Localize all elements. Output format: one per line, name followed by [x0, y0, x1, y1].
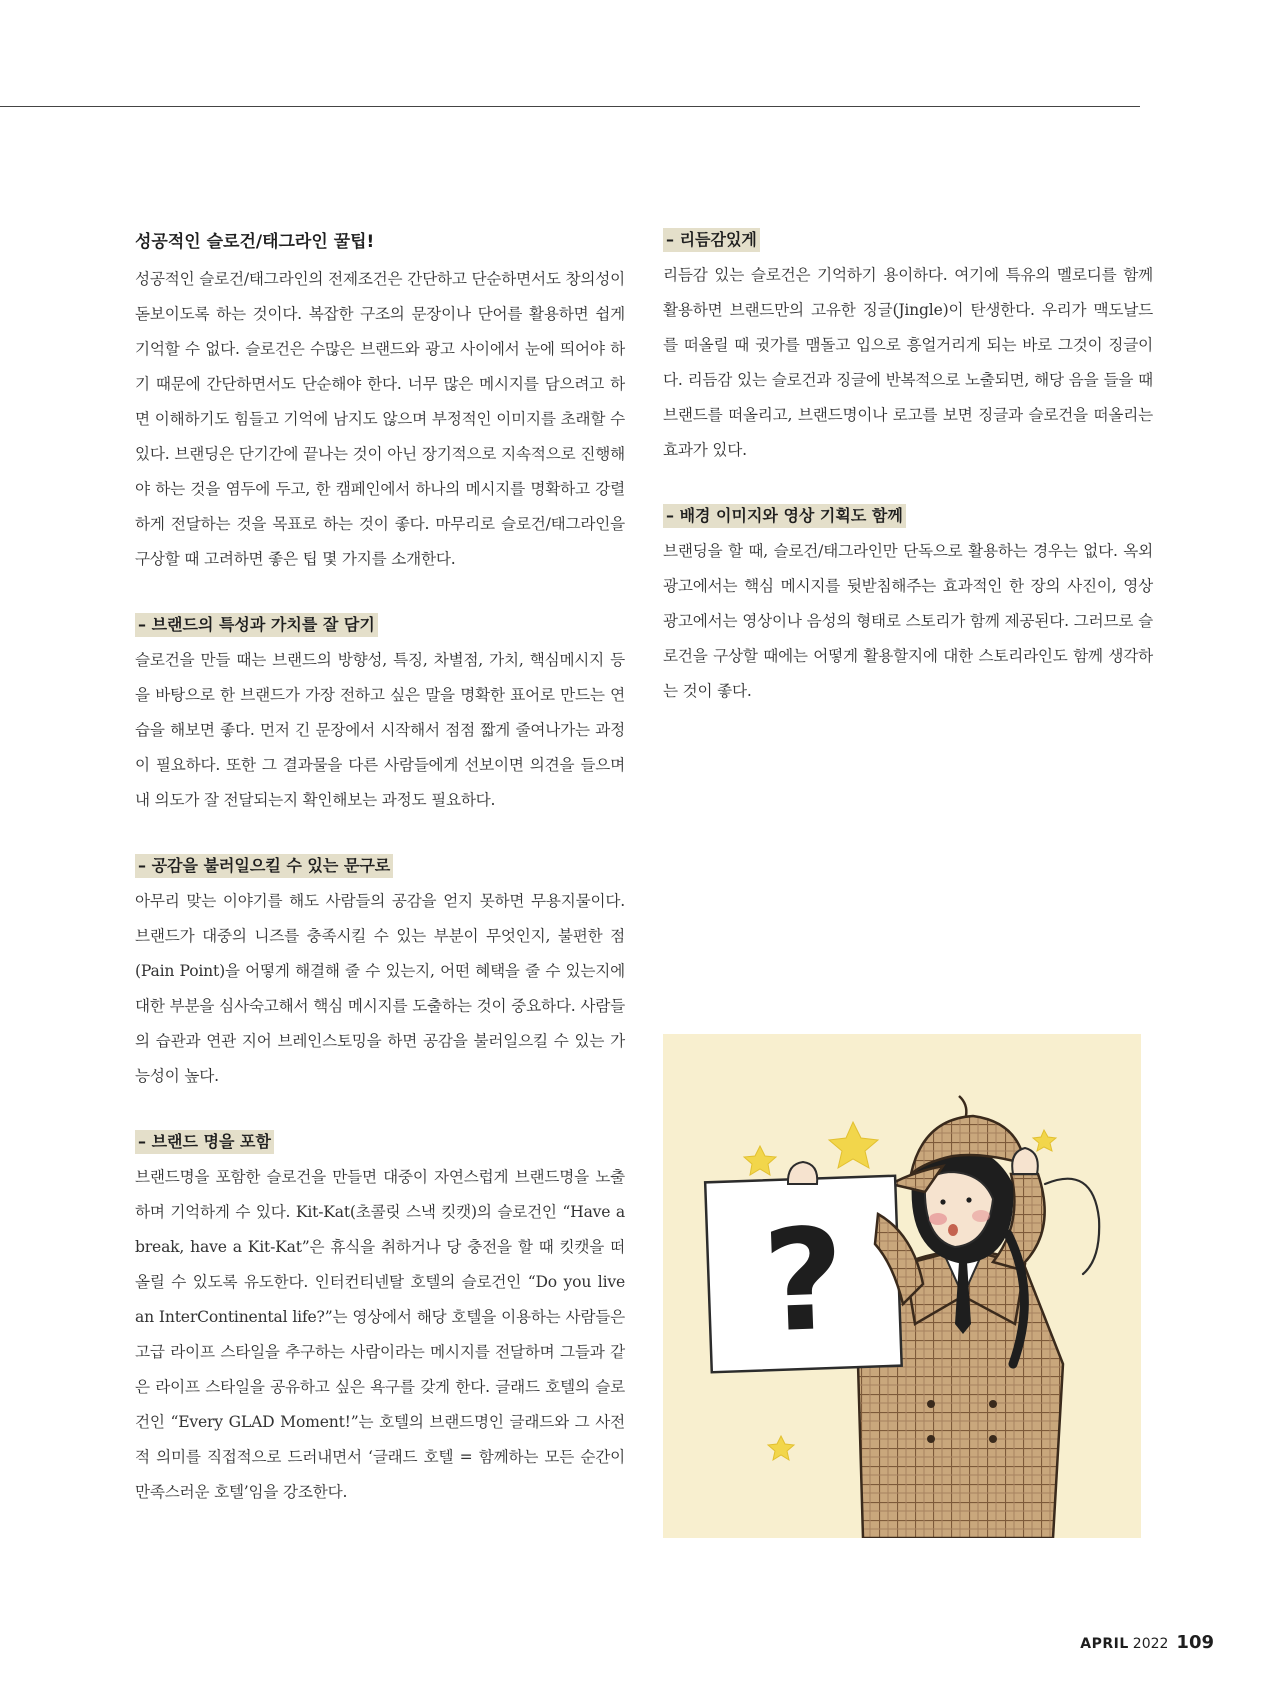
svg-text:?: ? — [760, 1198, 848, 1365]
issue-month: APRIL — [1080, 1636, 1129, 1652]
tip-section-visuals — [663, 504, 1153, 709]
left-column — [135, 228, 625, 1546]
tip-heading: – 브랜드 명을 포함 — [135, 1130, 274, 1154]
motion-line — [1045, 1179, 1099, 1274]
tip-paragraph: 리듬감 있는 슬로건은 기억하기 용이하다. 여기에 특유의 멜로디를 함께 활용하면 브랜드만의 고유한 징글(Jingle)이 탄생한다. 우리가 맥도날드를 떠올릴 때 귓가를 맴돌고 입으로 흥얼거리게 되는 바로 그것이 징글이다. 리듬감 있는 슬로건과 징글에 반복적으로 노출되면, 해당 음을 들을 때 브랜드를 떠올리고, 브랜드명이나 로고를 보면 징글과 슬로건을 떠올리는 효과가 있다. — [663, 266, 1153, 459]
tip-section-brand-name — [135, 1130, 625, 1510]
tip-heading: – 공감을 불러일으킬 수 있는 문구로 — [135, 854, 393, 878]
question-sign — [705, 1176, 902, 1373]
issue-year: 2022 — [1132, 1636, 1169, 1652]
tip-section-brand-value — [135, 613, 625, 818]
tip-paragraph: 브랜딩을 할 때, 슬로건/태그라인만 단독으로 활용하는 경우는 없다. 옥외 광고에서는 핵심 메시지를 뒷받침해주는 효과적인 한 장의 사진이, 영상 광고에서는 영상이나 음성의 형태로 스토리가 함께 제공된다. 그러므로 슬로건을 구상할 때에는 어떻게 활용할지에 대한 스토리라인도 함께 생각하는 것이 좋다. — [663, 542, 1153, 700]
right-column — [663, 228, 1153, 745]
tip-section-rhythm — [663, 228, 1153, 468]
tip-paragraph: 슬로건을 만들 때는 브랜드의 방향성, 특징, 차별점, 가치, 핵심메시지 등을 바탕으로 한 브랜드가 가장 전하고 싶은 말을 명확한 표어로 만드는 연습을 해보면 좋다. 먼저 긴 문장에서 시작해서 점점 짧게 줄여나가는 과정이 필요하다. 또한 그 결과물을 다른 사람들에게 선보이면 의견을 들으며 내 의도가 잘 전달되는지 확인해보는 과정도 필요하다. — [135, 651, 625, 809]
tip-heading: – 리듬감있게 — [663, 228, 760, 252]
tip-heading: – 배경 이미지와 영상 기획도 함께 — [663, 504, 906, 528]
main-heading: 성공적인 슬로건/태그라인 꿀팁! — [135, 232, 375, 252]
tip-heading: – 브랜드의 특성과 가치를 잘 담기 — [135, 613, 378, 637]
tip-paragraph: 아무리 맞는 이야기를 해도 사람들의 공감을 얻지 못하면 무용지물이다. 브랜드가 대중의 니즈를 충족시킬 수 있는 부분이 무엇인지, 불편한 점(Pain Point)을 어떻게 해결해 줄 수 있는지, 어떤 혜택을 줄 수 있는지에 대한 부분을 심사숙고해서 핵심 메시지를 도출하는 것이 중요하다. 사람들의 습관과 연관 지어 브레인스토밍을 하면 공감을 불러일으킬 수 있는 가능성이 높다. — [135, 892, 625, 1085]
top-rule — [0, 106, 1140, 107]
intro-section — [135, 228, 625, 577]
page-footer — [1080, 1632, 1214, 1653]
tip-section-empathy — [135, 854, 625, 1094]
page-number: 109 — [1176, 1632, 1214, 1653]
detective-illustration — [663, 1034, 1141, 1538]
intro-paragraph: 성공적인 슬로건/태그라인의 전제조건은 간단하고 단순하면서도 창의성이 돋보이도록 하는 것이다. 복잡한 구조의 문장이나 단어를 활용하면 쉽게 기억할 수 없다. 슬로건은 수많은 브랜드와 광고 사이에서 눈에 띄어야 하기 때문에 간단하면서도 단순해야 한다. 너무 많은 메시지를 담으려고 하면 이해하기도 힘들고 기억에 남지도 않으며 부정적인 이미지를 초래할 수 있다. 브랜딩은 단기간에 끝나는 것이 아닌 장기적으로 지속적으로 진행해야 하는 것을 염두에 두고, 한 캠페인에서 하나의 메시지를 명확하고 강렬하게 전달하는 것을 목표로 하는 것이 좋다. 마무리로 슬로건/태그라인을 구상할 때 고려하면 좋은 팁 몇 가지를 소개한다. — [135, 270, 625, 568]
tip-paragraph: 브랜드명을 포함한 슬로건을 만들면 대중이 자연스럽게 브랜드명을 노출하며 기억하게 수 있다. Kit-Kat(초콜릿 스낵 킷캣)의 슬로건인 “Have a break, have a Kit-Kat”은 휴식을 취하거나 당 충전을 할 때 킷캣을 떠올릴 수 있도록 유도한다. 인터컨티넨탈 호텔의 슬로건인 “Do you live an InterContinental life?”는 영상에서 해당 호텔을 이용하는 사람들은 고급 라이프 스타일을 추구하는 사람이라는 메시지를 전달하며 그들과 같은 라이프 스타일을 공유하고 싶은 욕구를 갖게 한다. 글래드 호텔의 슬로건인 “Every GLAD Moment!”는 호텔의 브랜드명인 글래드와 그 사전적 의미를 직접적으로 드러내면서 ‘글래드 호텔 = 함께하는 모든 순간이 만족스러운 호텔’임을 강조한다. — [135, 1168, 625, 1501]
